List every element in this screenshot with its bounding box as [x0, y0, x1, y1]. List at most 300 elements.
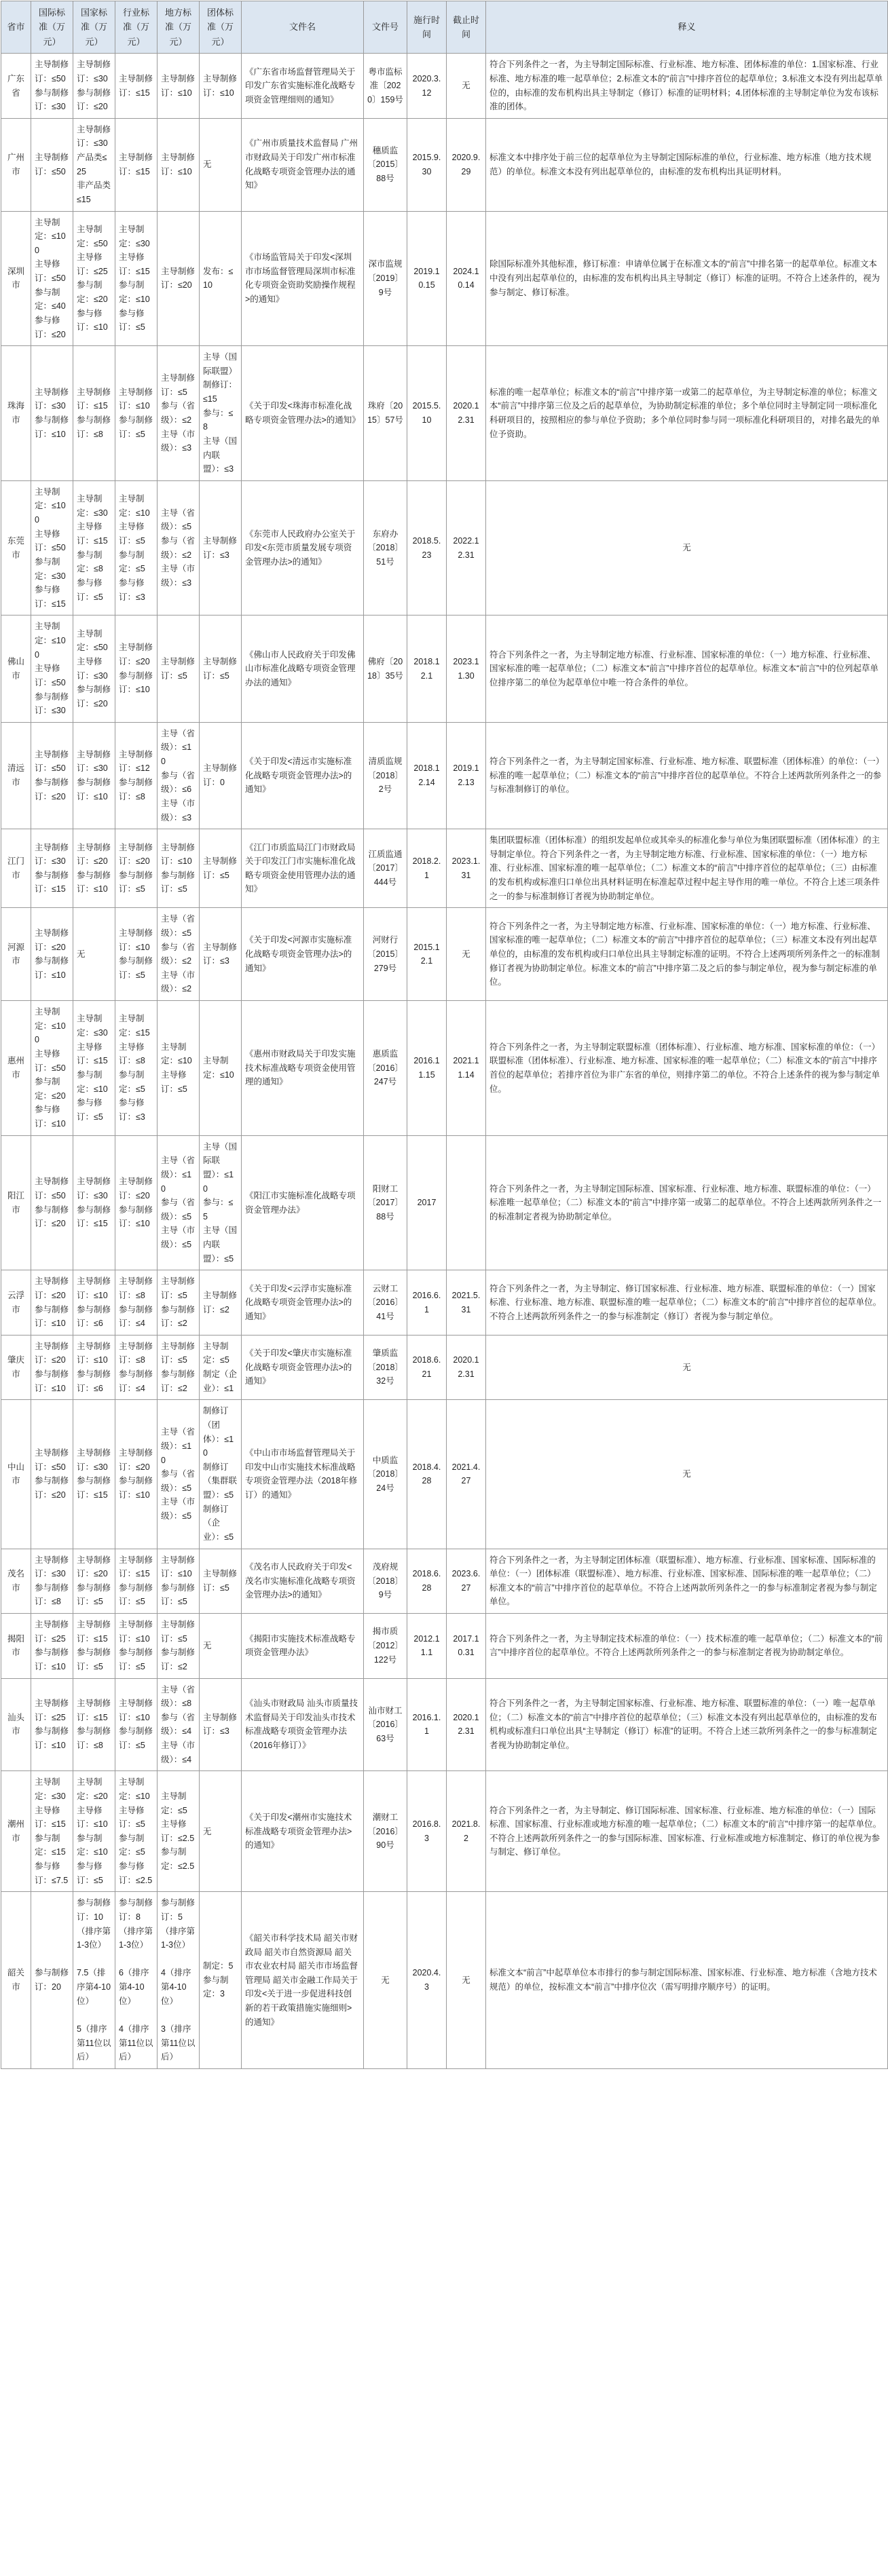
cell-end-date-text: 2021.8.2 — [451, 1819, 481, 1843]
cell-national-standard-text: 主导制修订：≤15 参与制修订：≤5 — [77, 1620, 111, 1671]
cell-definition — [486, 1135, 888, 1270]
col-header-national: 国家标准（万元） — [73, 1, 115, 54]
cell-international-standard-text: 参与制修订：20 — [35, 1968, 69, 1992]
cell-end-date — [447, 118, 486, 211]
cell-international-standard-text: 主导制修订：≤50 参与制修订：≤20 — [35, 749, 69, 801]
table-row — [1, 1614, 888, 1679]
cell-document-name-text: 《关于印发<清远市实施标准化战略专项资金管理办法>的通知》 — [245, 757, 352, 795]
cell-industry-standard-text: 主导制修订：≤12 参与制修订：≤8 — [119, 749, 153, 801]
cell-industry-standard-text: 主导制修订：≤10 参与制修订：≤5 — [119, 1699, 153, 1751]
cell-group-standard-text: 主导制定：≤10 — [203, 1056, 234, 1080]
cell-national-standard — [73, 54, 115, 119]
cell-national-standard — [73, 1771, 115, 1892]
cell-city-text: 深圳市 — [7, 266, 24, 290]
cell-definition-text: 符合下列条件之一者，为主导制定国家标准、行业标准、地方标准、联盟标准（团体标准）的单位：（一）标准的唯一起草单位；（二）标准文本的“前言”中排序首位的起草单位。不符合上述两款所列条件之一的参与标准制修订的单位。 — [489, 757, 882, 795]
cell-industry-standard-text: 主导制修订：≤8 参与制修订：≤4 — [119, 1341, 153, 1393]
cell-local-standard — [158, 1135, 200, 1270]
cell-city-text: 茂名市 — [7, 1569, 24, 1593]
cell-document-name-text: 《东莞市人民政府办公室关于印发<东莞市质量发展专项资金管理办法>的通知》 — [245, 529, 356, 567]
cell-local-standard — [158, 1678, 200, 1771]
cell-group-standard — [200, 118, 242, 211]
cell-industry-standard — [115, 54, 158, 119]
cell-end-date — [447, 1892, 486, 2069]
cell-group-standard-text: 无 — [203, 159, 212, 170]
cell-local-standard-text: 主导制修订：≤10 参与制修订：≤5 — [161, 842, 196, 894]
cell-group-standard — [200, 908, 242, 1001]
cell-city — [1, 722, 31, 829]
cell-industry-standard-text: 主导制修订：≤10 参与制修订：≤5 — [119, 387, 153, 439]
cell-group-standard-text: 主导制修订：≤5 — [203, 1569, 238, 1593]
cell-start-date-text: 2020.4.3 — [412, 1968, 441, 1992]
cell-definition — [486, 1001, 888, 1136]
cell-international-standard — [31, 722, 73, 829]
cell-international-standard-text: 主导制修订：≤50 参与制修订：≤20 — [35, 1448, 69, 1500]
cell-end-date — [447, 829, 486, 908]
cell-local-standard — [158, 1270, 200, 1336]
cell-industry-standard-text: 主导制定：≤30 主导修订：≤15 参与制定：≤10 参与修订：≤5 — [119, 224, 150, 333]
table-row — [1, 480, 888, 615]
cell-local-standard — [158, 118, 200, 211]
cell-city-text: 阳江市 — [7, 1190, 24, 1215]
cell-start-date — [407, 211, 447, 346]
cell-local-standard — [158, 908, 200, 1001]
cell-document-number-text: 河财行〔2015〕279号 — [367, 935, 403, 973]
cell-start-date — [407, 480, 447, 615]
cell-document-number — [364, 1270, 407, 1336]
cell-city — [1, 1335, 31, 1400]
cell-international-standard — [31, 615, 73, 722]
cell-start-date-text: 2018.12.14 — [413, 763, 440, 787]
cell-definition-text: 无 — [682, 543, 691, 553]
cell-start-date-text: 2016.6.1 — [412, 1290, 441, 1314]
cell-group-standard — [200, 1892, 242, 2069]
cell-definition — [486, 1771, 888, 1892]
cell-group-standard-text: 主导（国际联盟）制修订：≤15 参与：≤8 主导（国内联盟）：≤3 — [203, 352, 238, 474]
cell-end-date — [447, 722, 486, 829]
table-row — [1, 1771, 888, 1892]
cell-group-standard — [200, 480, 242, 615]
cell-document-name-text: 《韶关市科学技术局 韶关市财政局 韶关市自然资源局 韶关市农业农村局 韶关市市场监督管理局 韶关市金融工作局关于印发<关于进一步促进科技创新的若干政策措施实施细则>的通知》 — [245, 1933, 358, 2027]
cell-local-standard — [158, 1400, 200, 1549]
cell-local-standard — [158, 1771, 200, 1892]
cell-national-standard — [73, 615, 115, 722]
cell-international-standard — [31, 1335, 73, 1400]
cell-international-standard — [31, 1771, 73, 1892]
cell-start-date-text: 2020.3.12 — [412, 73, 441, 98]
cell-local-standard — [158, 1549, 200, 1614]
cell-start-date — [407, 722, 447, 829]
cell-end-date-text: 2017.10.31 — [453, 1633, 479, 1658]
cell-local-standard-text: 主导制修订：≤5 参与制修订：≤2 — [161, 1341, 196, 1393]
cell-document-name-text: 《市场监管局关于印发<深圳市市场监督管理局深圳市标准化专项资金资助奖励操作规程>的通知》 — [245, 252, 356, 304]
cell-definition — [486, 722, 888, 829]
cell-industry-standard — [115, 480, 158, 615]
table-row — [1, 54, 888, 119]
cell-international-standard — [31, 1135, 73, 1270]
cell-end-date — [447, 1001, 486, 1136]
cell-document-number — [364, 1549, 407, 1614]
cell-end-date — [447, 54, 486, 119]
cell-city-text: 河源市 — [7, 942, 24, 966]
cell-definition — [486, 1614, 888, 1679]
cell-end-date-text: 无 — [462, 949, 470, 959]
cell-start-date — [407, 1614, 447, 1679]
table-row — [1, 118, 888, 211]
cell-national-standard-text: 主导制修订：≤30 参与制修订：≤20 — [77, 60, 111, 112]
cell-industry-standard-text: 主导制修订：≤20 参与制修订：≤5 — [119, 842, 153, 894]
cell-start-date-text: 2018.5.23 — [412, 536, 441, 560]
cell-group-standard-text: 主导制修订：≤5 — [203, 657, 238, 681]
cell-local-standard-text: 主导（省级）：≤10 参与（省级）：≤6 主导（市级）：≤3 — [161, 728, 196, 822]
cell-national-standard-text: 无 — [77, 949, 86, 959]
cell-start-date — [407, 1270, 447, 1336]
cell-industry-standard — [115, 1678, 158, 1771]
cell-document-name — [242, 1771, 364, 1892]
cell-industry-standard — [115, 1270, 158, 1336]
cell-end-date-text: 2020.12.31 — [453, 401, 479, 425]
cell-group-standard — [200, 1400, 242, 1549]
cell-start-date — [407, 1549, 447, 1614]
cell-national-standard — [73, 1892, 115, 2069]
cell-city — [1, 346, 31, 481]
cell-document-name — [242, 1549, 364, 1614]
cell-document-number — [364, 1678, 407, 1771]
cell-group-standard — [200, 1549, 242, 1614]
cell-document-number-text: 珠府〔2015〕57号 — [367, 401, 403, 425]
cell-local-standard-text: 主导制修订：≤5 参与制修订：≤2 — [161, 1276, 196, 1329]
cell-local-standard-text: 主导制修订：≤5 参与制修订：≤2 — [161, 1620, 196, 1671]
cell-local-standard-text: 主导制修订：≤10 参与制修订：≤5 — [161, 1555, 196, 1607]
table-row — [1, 1335, 888, 1400]
cell-document-name-text: 《阳江市实施标准化战略专项资金管理办法》 — [245, 1190, 356, 1215]
cell-document-name-text: 《茂名市人民政府关于印发<茂名市实施标准化战略专项资金管理办法>的通知》 — [245, 1561, 356, 1600]
cell-industry-standard — [115, 615, 158, 722]
cell-document-number-text: 佛府〔2018〕35号 — [367, 657, 403, 681]
cell-group-standard — [200, 1001, 242, 1136]
col-header-note: 释义 — [486, 1, 888, 54]
cell-document-number-text: 肇质监〔2018〕32号 — [367, 1348, 403, 1386]
cell-start-date — [407, 1335, 447, 1400]
cell-end-date — [447, 1400, 486, 1549]
cell-definition-text: 符合下列条件之一者，为主导制定、修订国家标准、行业标准、地方标准、联盟标准的单位：（一）国家标准、行业标准、地方标准、联盟标准的唯一起草单位；（二）标准文本的“前言”中排序首位的起草单位。不符合上述两款所列条件之一的参与标准制定（修订）者视为参与制定单位。 — [489, 1283, 882, 1321]
cell-national-standard — [73, 211, 115, 346]
cell-city — [1, 211, 31, 346]
cell-local-standard-text: 主导制定：≤5 主导修订：≤2.5 参与制定：≤2.5 — [161, 1791, 195, 1872]
cell-definition-text: 符合下列条件之一者，为主导制定、修订国际标准、国家标准、行业标准、地方标准的单位：（一）国际标准、国家标准、行业标准或地方标准的唯一起草单位；（二）标准文本的“前言”中排序第一的起草单位。不符合上述两款所列条件之一的参与国际标准、国家标准、行业标准或地方标准制定、修订的单位视为参与制定、修订单位。 — [489, 1805, 882, 1857]
cell-group-standard-text: 制定：5 参与制定：3 — [203, 1961, 234, 1999]
cell-definition — [486, 1270, 888, 1336]
table-row — [1, 908, 888, 1001]
cell-document-number-text: 粤市监标准〔2020〕159号 — [367, 67, 403, 105]
cell-local-standard — [158, 615, 200, 722]
cell-end-date — [447, 1771, 486, 1892]
cell-definition — [486, 54, 888, 119]
cell-national-standard — [73, 1400, 115, 1549]
cell-definition — [486, 829, 888, 908]
col-header-local: 地方标准（万元） — [158, 1, 200, 54]
cell-city — [1, 1001, 31, 1136]
cell-national-standard — [73, 1001, 115, 1136]
cell-start-date — [407, 118, 447, 211]
cell-national-standard — [73, 1270, 115, 1336]
cell-document-number-text: 茂府规〔2018〕9号 — [367, 1561, 403, 1600]
cell-national-standard — [73, 829, 115, 908]
cell-document-name-text: 《关于印发<云浮市实施标准化战略专项资金管理办法>的通知》 — [245, 1283, 352, 1321]
cell-city — [1, 480, 31, 615]
cell-definition-text: 符合下列条件之一者，为主导制定国家标准、行业标准、地方标准、联盟标准的单位：（一）唯一起草单位；（二）标准文本的“前言”中排序首位的起草单位；（三）标准文本没有列出起草单位的，由标准的发布机构或标准归口单位出具“主导制定（修订）标准”的证明。不符合上述三款所列条件之一的参与标准制定者视为协助制定单位。 — [489, 1699, 877, 1751]
cell-definition-text: 标准文本中排序处于前三位的起草单位为主导制定国际标准的单位，行业标准、地方标准（地方技术规范）的单位。标准文本没有列出起草单位的，由标准的发布机构出具证明材料。 — [489, 153, 872, 176]
cell-end-date-text: 2021.11.14 — [453, 1056, 479, 1080]
cell-group-standard — [200, 346, 242, 481]
cell-international-standard-text: 主导制修订：≤30 参与制修订：≤8 — [35, 1555, 69, 1607]
cell-end-date — [447, 908, 486, 1001]
cell-document-name — [242, 346, 364, 481]
cell-document-number — [364, 480, 407, 615]
cell-city-text: 广州市 — [7, 153, 24, 176]
cell-document-number — [364, 829, 407, 908]
cell-city-text: 江门市 — [7, 856, 24, 880]
cell-city-text: 惠州市 — [7, 1056, 24, 1080]
table-row — [1, 1001, 888, 1136]
cell-industry-standard — [115, 1614, 158, 1679]
cell-city-text: 云浮市 — [7, 1290, 24, 1314]
cell-definition-text: 符合下列条件之一者，为主导制定技术标准的单位：（一）技术标准的唯一起草单位；（二）标准文本的“前言”中排序首位的起草单位。不符合上述两款所列条件之一的参与标准制定者视为协助制定单位。 — [489, 1633, 883, 1658]
cell-city — [1, 1678, 31, 1771]
cell-group-standard-text: 无 — [203, 1641, 212, 1650]
cell-industry-standard-text: 主导制修订：≤10 参与制修订：≤5 — [119, 928, 153, 980]
cell-start-date — [407, 346, 447, 481]
cell-local-standard-text: 主导（省级）：≤5 参与（省级）：≤2 主导（市级）：≤3 — [161, 508, 196, 588]
cell-document-name-text: 《关于印发<肇庆市实施标准化战略专项资金管理办法>的通知》 — [245, 1348, 352, 1386]
cell-document-name-text: 《揭阳市实施技术标准战略专项资金管理办法》 — [245, 1633, 356, 1658]
cell-industry-standard — [115, 211, 158, 346]
cell-document-name-text: 《关于印发<潮州市实施技术标准战略专项资金管理办法>的通知》 — [245, 1812, 352, 1851]
cell-industry-standard-text: 主导制定：≤10 主导修订：≤5 参与制定：≤5 参与修订：≤3 — [119, 494, 150, 602]
cell-city — [1, 1270, 31, 1336]
table-row — [1, 1892, 888, 2069]
cell-local-standard — [158, 722, 200, 829]
cell-definition — [486, 908, 888, 1001]
table-row — [1, 1678, 888, 1771]
table-row — [1, 1549, 888, 1614]
cell-national-standard — [73, 480, 115, 615]
cell-national-standard — [73, 1549, 115, 1614]
cell-end-date — [447, 1678, 486, 1771]
cell-local-standard-text: 主导制修订：≤5 参与（省级）：≤2 主导（市级）：≤3 — [161, 373, 196, 453]
cell-international-standard-text: 主导制修订：≤25 参与制修订：≤10 — [35, 1699, 69, 1751]
cell-document-name-text: 《关于印发<河源市实施标准化战略专项资金管理办法>的通知》 — [245, 935, 352, 973]
cell-document-number — [364, 1335, 407, 1400]
table-row — [1, 1400, 888, 1549]
cell-document-number-text: 汕市财工〔2016〕63号 — [367, 1705, 403, 1743]
cell-document-number — [364, 1771, 407, 1892]
cell-document-number — [364, 722, 407, 829]
cell-start-date-text: 2018.12.1 — [413, 657, 440, 681]
cell-group-standard-text: 主导制修订：≤3 — [203, 536, 238, 560]
cell-city — [1, 118, 31, 211]
cell-local-standard-text: 参与制修订：5（排序第1-3位） 4（排序第4-10位） 3（排序第11位以后） — [161, 1898, 196, 2062]
cell-document-name — [242, 1892, 364, 2069]
cell-start-date-text: 2018.6.28 — [412, 1569, 441, 1593]
cell-city-text: 广东省 — [7, 73, 24, 98]
table-row — [1, 1270, 888, 1336]
cell-definition — [486, 480, 888, 615]
cell-end-date — [447, 1614, 486, 1679]
cell-document-name — [242, 1135, 364, 1270]
cell-group-standard-text: 发布：≤10 — [203, 266, 234, 290]
cell-national-standard — [73, 908, 115, 1001]
cell-local-standard-text: 主导制修订：≤10 — [161, 73, 196, 98]
cell-group-standard-text: 主导（国际联盟）：≤10 参与：≤5 主导（国内联盟）：≤5 — [203, 1141, 238, 1264]
cell-local-standard — [158, 1892, 200, 2069]
cell-end-date-text: 2023.6.27 — [451, 1569, 481, 1593]
cell-group-standard — [200, 722, 242, 829]
cell-local-standard-text: 主导制修订：≤5 — [161, 657, 196, 681]
cell-group-standard-text: 主导制修订：≤3 — [203, 1712, 238, 1737]
cell-national-standard-text: 主导制修订：≤20 参与制修订：≤10 — [77, 842, 111, 894]
cell-international-standard-text: 主导制定：≤100 主导修订：≤50 参与制定：≤40 参与修订：≤20 — [35, 217, 66, 339]
cell-international-standard — [31, 1270, 73, 1336]
cell-end-date — [447, 615, 486, 722]
cell-definition-text: 符合下列条件之一者，为主导制定联盟标准（团体标准）、行业标准、地方标准、国家标准的单位：（一）联盟标准（团体标准）、行业标准、地方标准、国家标准的唯一起草单位；（二）标准文本的“前言”中排序首位的起草单位；若排序首位为非广东省的单位，则排序第二的单位。不符合上述条件的视为参与制定单位。 — [489, 1042, 881, 1094]
cell-end-date-text: 2023.1.31 — [451, 856, 481, 880]
cell-definition — [486, 1678, 888, 1771]
cell-national-standard-text: 主导制修订：≤10 参与制修订：≤6 — [77, 1276, 111, 1329]
cell-international-standard — [31, 346, 73, 481]
cell-group-standard — [200, 1678, 242, 1771]
cell-local-standard — [158, 1335, 200, 1400]
cell-document-name — [242, 211, 364, 346]
cell-group-standard — [200, 829, 242, 908]
cell-industry-standard — [115, 908, 158, 1001]
cell-definition — [486, 118, 888, 211]
cell-start-date-text: 2018.2.1 — [412, 856, 441, 880]
cell-local-standard — [158, 211, 200, 346]
cell-start-date-text: 2018.6.21 — [412, 1355, 441, 1380]
cell-industry-standard — [115, 1549, 158, 1614]
cell-end-date-text: 无 — [462, 81, 470, 91]
cell-definition-text: 标准的唯一起草单位；标准文本的“前言”中排序第一或第二的起草单位，为主导制定标准的单位；标准文本“前言”中排序第三位及之后的起草单位，为协助制定标准的单位；多个单位同时主导制定同一项标准化科研项目的，按照相应的参与单位予资助；多个单位同时参与同一项标准化科研项目的，对排名最先的单位予资助。 — [489, 387, 881, 439]
cell-industry-standard-text: 主导制修订：≤10 参与制修订：≤5 — [119, 1620, 153, 1671]
cell-international-standard-text: 主导制修订：≤50 参与制修订：≤30 — [35, 60, 69, 112]
cell-city — [1, 1135, 31, 1270]
cell-group-standard — [200, 1270, 242, 1336]
cell-industry-standard-text: 参与制修订：8（排序第1-3位） 6（排序第4-10位） 4（排序第11位以后） — [119, 1898, 153, 2062]
cell-industry-standard — [115, 1001, 158, 1136]
cell-industry-standard-text: 主导制修订：≤20 参与制修订：≤10 — [119, 643, 153, 695]
cell-industry-standard-text: 主导制修订：≤20 参与制修订：≤10 — [119, 1448, 153, 1500]
cell-document-name — [242, 480, 364, 615]
cell-industry-standard-text: 主导制定：≤10 主导修订：≤5 参与制定：≤5 参与修订：≤2.5 — [119, 1777, 153, 1885]
cell-international-standard-text: 主导制修订：≤20 参与制修订：≤10 — [35, 1341, 69, 1393]
cell-city — [1, 615, 31, 722]
cell-international-standard-text: 主导制修订：≤30 参与制修订：≤15 — [35, 842, 69, 894]
cell-international-standard-text: 主导制修订：≤20 参与制修订：≤10 — [35, 1276, 69, 1329]
table-row — [1, 615, 888, 722]
cell-definition-text: 符合下列条件之一者，为主导制定地方标准、行业标准、国家标准的单位：（一）地方标准、行业标准、国家标准的唯一起草单位；（二）标准文本“前言”中排序首位的起草单位。标准文本“前言”中的位列起草单位排序第二的单位为起草单位中唯一符合条件的单位。 — [489, 649, 878, 687]
policy-table — [1, 1, 888, 2069]
cell-document-name-text: 《关于印发<珠海市标准化战略专项资金管理办法>的通知》 — [245, 401, 360, 425]
cell-international-standard — [31, 1892, 73, 2069]
cell-start-date-text: 2016.8.3 — [412, 1819, 441, 1843]
cell-document-number — [364, 615, 407, 722]
cell-definition-text: 无 — [682, 1469, 691, 1479]
cell-document-number-text: 中质监〔2018〕24号 — [367, 1455, 403, 1493]
cell-industry-standard-text: 主导制修订：≤15 — [119, 153, 153, 176]
cell-international-standard-text: 主导制修订：≤20 参与制修订：≤10 — [35, 928, 69, 980]
cell-document-name-text: 《江门市质监局江门市财政局关于印发江门市实施标准化战略专项资金使用管理办法的通知》 — [245, 842, 356, 894]
cell-start-date — [407, 1001, 447, 1136]
cell-group-standard — [200, 54, 242, 119]
cell-document-number-text: 穗质监〔2015〕88号 — [367, 145, 403, 183]
cell-document-number — [364, 1614, 407, 1679]
cell-national-standard-text: 主导制修订：≤15 参与制修订：≤8 — [77, 1699, 111, 1751]
cell-start-date — [407, 908, 447, 1001]
cell-document-number — [364, 1001, 407, 1136]
cell-definition-text: 符合下列条件之一者，为主导制定地方标准、行业标准、国家标准的单位：（一）地方标准、行业标准、国家标准的唯一起草单位；（二）标准文本的“前言”中排序首位的起草单位；（三）标准文本没有列出起草单位的，由标准的发布机构或归口单位出具主导制定标准的证明。不符合上述两项所列条件之一的标准制修订者视为协助制定单位。标准文本的“前言”中排序第二及之后的参与制定单位，视为参与制定标准的单位。 — [489, 921, 881, 987]
cell-national-standard — [73, 1614, 115, 1679]
cell-national-standard-text: 参与制修订：10（排序第1-3位） 7.5（排序第4-10位） 5（排序第11位以后） — [77, 1898, 111, 2062]
cell-city — [1, 908, 31, 1001]
cell-document-number-text: 揭市质〔2012〕122号 — [367, 1627, 403, 1665]
cell-group-standard — [200, 615, 242, 722]
cell-industry-standard-text: 主导制定：≤15 主导修订：≤8 参与制定：≤5 参与修订：≤3 — [119, 1014, 150, 1122]
cell-international-standard — [31, 480, 73, 615]
cell-international-standard — [31, 54, 73, 119]
cell-city-text: 清远市 — [7, 763, 24, 787]
cell-start-date — [407, 1771, 447, 1892]
cell-international-standard — [31, 1678, 73, 1771]
cell-city-text: 汕头市 — [7, 1712, 24, 1737]
cell-international-standard — [31, 1549, 73, 1614]
cell-group-standard-text: 主导制修订：≤3 — [203, 942, 238, 966]
cell-start-date — [407, 615, 447, 722]
cell-document-name — [242, 908, 364, 1001]
cell-national-standard-text: 主导制定：≤30 主导修订：≤15 参与制定：≤10 参与修订：≤5 — [77, 1014, 108, 1122]
cell-national-standard-text: 主导制修订：≤30 参与制修订：≤15 — [77, 1177, 111, 1229]
cell-local-standard-text: 主导（省级）：≤10 参与（省级）：≤5 主导（市级）：≤5 — [161, 1427, 196, 1521]
cell-end-date — [447, 1270, 486, 1336]
cell-national-standard-text: 主导制修订：≤20 参与制修订：≤5 — [77, 1555, 111, 1607]
cell-end-date — [447, 211, 486, 346]
cell-international-standard-text: 主导制定：≤100 主导修订：≤50 参与制定：≤30 参与修订：≤15 — [35, 487, 66, 609]
cell-definition-text: 符合下列条件之一者，为主导制定团体标准（联盟标准）、地方标准、行业标准、国家标准、国际标准的单位：（一）团体标准（联盟标准）、地方标准、行业标准、国家标准、国际标准的唯一起草单位；（二）标准文本的“前言”中排序首位的起草单位。不符合上述两款所列条件之一的参与标准制定者视为参与制定单位。 — [489, 1555, 877, 1607]
cell-group-standard-text: 制修订（团体）：≤10 制修订（集群联盟）：≤5 制修订（企业）：≤5 — [203, 1406, 238, 1542]
cell-definition-text: 除国际标准外其他标准，修订标准：申请单位属于在标准文本的“前言”中排名第一的起草单位。标准文本中没有列出起草单位的，由标准的发布机构出具主导制定（修订）标准的证明。不符合上述条件的，视为参与制定、修订标准。 — [489, 259, 881, 297]
cell-international-standard-text: 主导制定：≤100 主导修订：≤50 参与制修订：≤30 — [35, 622, 69, 716]
cell-local-standard-text: 主导（省级）：≤10 参与（省级）：≤5 主导（市级）：≤5 — [161, 1156, 196, 1250]
cell-international-standard — [31, 211, 73, 346]
cell-group-standard-text: 主导制修订：0 — [203, 763, 238, 787]
cell-start-date-text: 2019.10.15 — [413, 266, 440, 290]
cell-start-date-text: 2018.4.28 — [412, 1462, 441, 1486]
table-row — [1, 829, 888, 908]
cell-definition — [486, 1549, 888, 1614]
cell-document-number — [364, 211, 407, 346]
cell-industry-standard — [115, 1400, 158, 1549]
cell-international-standard-text: 主导制修订：≤50 — [35, 153, 69, 176]
cell-end-date-text: 2023.11.30 — [453, 657, 479, 681]
cell-international-standard — [31, 1400, 73, 1549]
cell-document-name — [242, 1678, 364, 1771]
cell-local-standard — [158, 346, 200, 481]
cell-document-name — [242, 118, 364, 211]
cell-international-standard-text: 主导制修订：≤50 参与制修订：≤20 — [35, 1177, 69, 1229]
col-header-industry: 行业标准（万元） — [115, 1, 158, 54]
cell-end-date — [447, 346, 486, 481]
cell-city-text: 中山市 — [7, 1462, 24, 1486]
cell-international-standard-text: 主导制定：≤100 主导修订：≤50 参与制定：≤20 参与修订：≤10 — [35, 1007, 66, 1129]
